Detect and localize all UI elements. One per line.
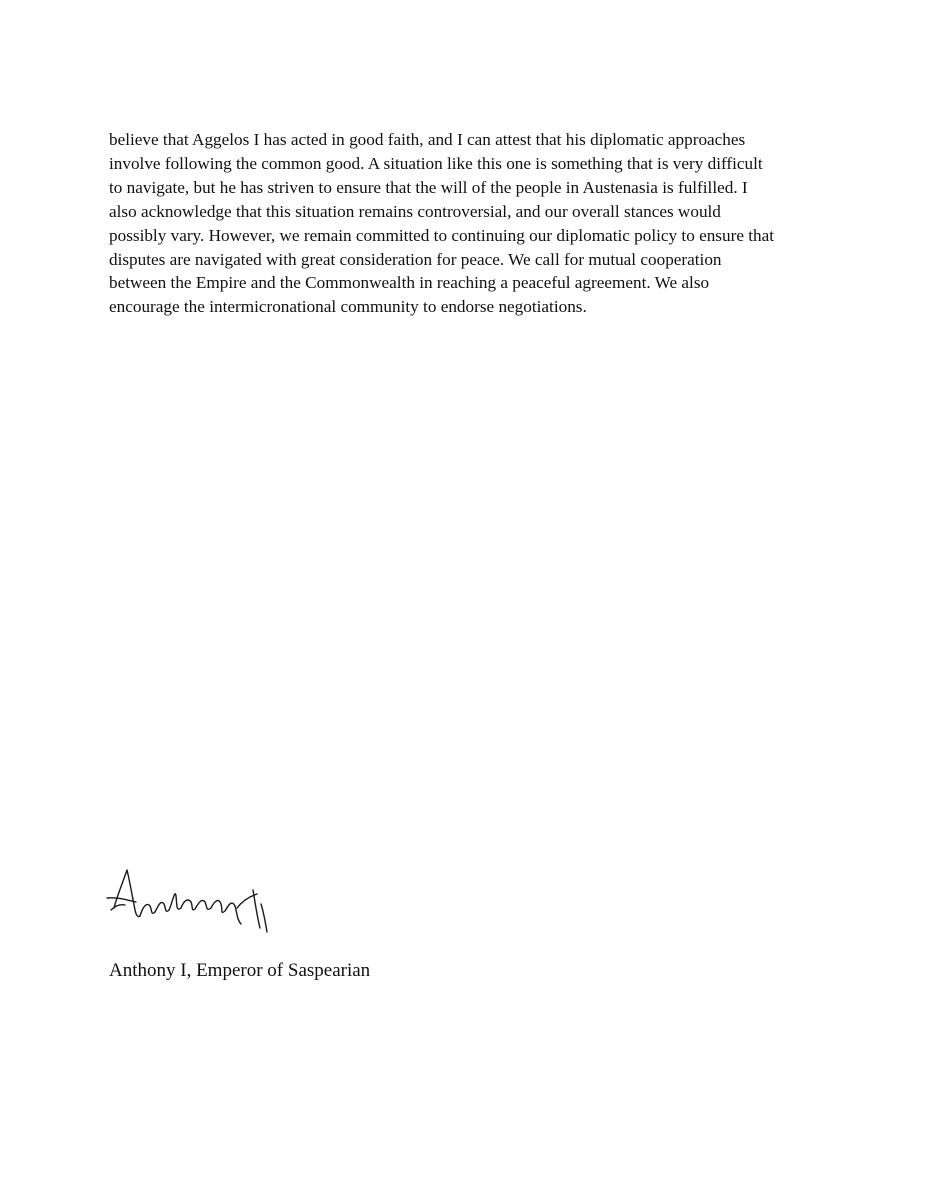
body-paragraph (109, 128, 821, 319)
signer-name: Anthony I, Emperor of Saspearian (109, 960, 371, 981)
body-line: believe that Aggelos I has acted in good faith, and I can attest that his diplomatic approaches (109, 130, 746, 149)
body-line: between the Empire and the Commonwealth in reaching a peaceful agreement. We also (109, 273, 710, 293)
body-line: possibly vary. However, we remain committed to continuing our diplomatic policy to ensure that (109, 225, 775, 245)
signature-icon (105, 860, 275, 940)
body-line: to navigate, but he has striven to ensure that the will of the people in Austenasia is fulfilled. I (109, 177, 748, 197)
body-line: encourage the intermicronational community to endorse negotiations. (109, 297, 587, 317)
body-line: disputes are navigated with great consideration for peace. We call for mutual cooperation (109, 249, 722, 269)
body-line: also acknowledge that this situation remains controversial, and our overall stances would (109, 201, 721, 221)
body-line: involve following the common good. A situation like this one is something that is very difficult (109, 153, 763, 173)
